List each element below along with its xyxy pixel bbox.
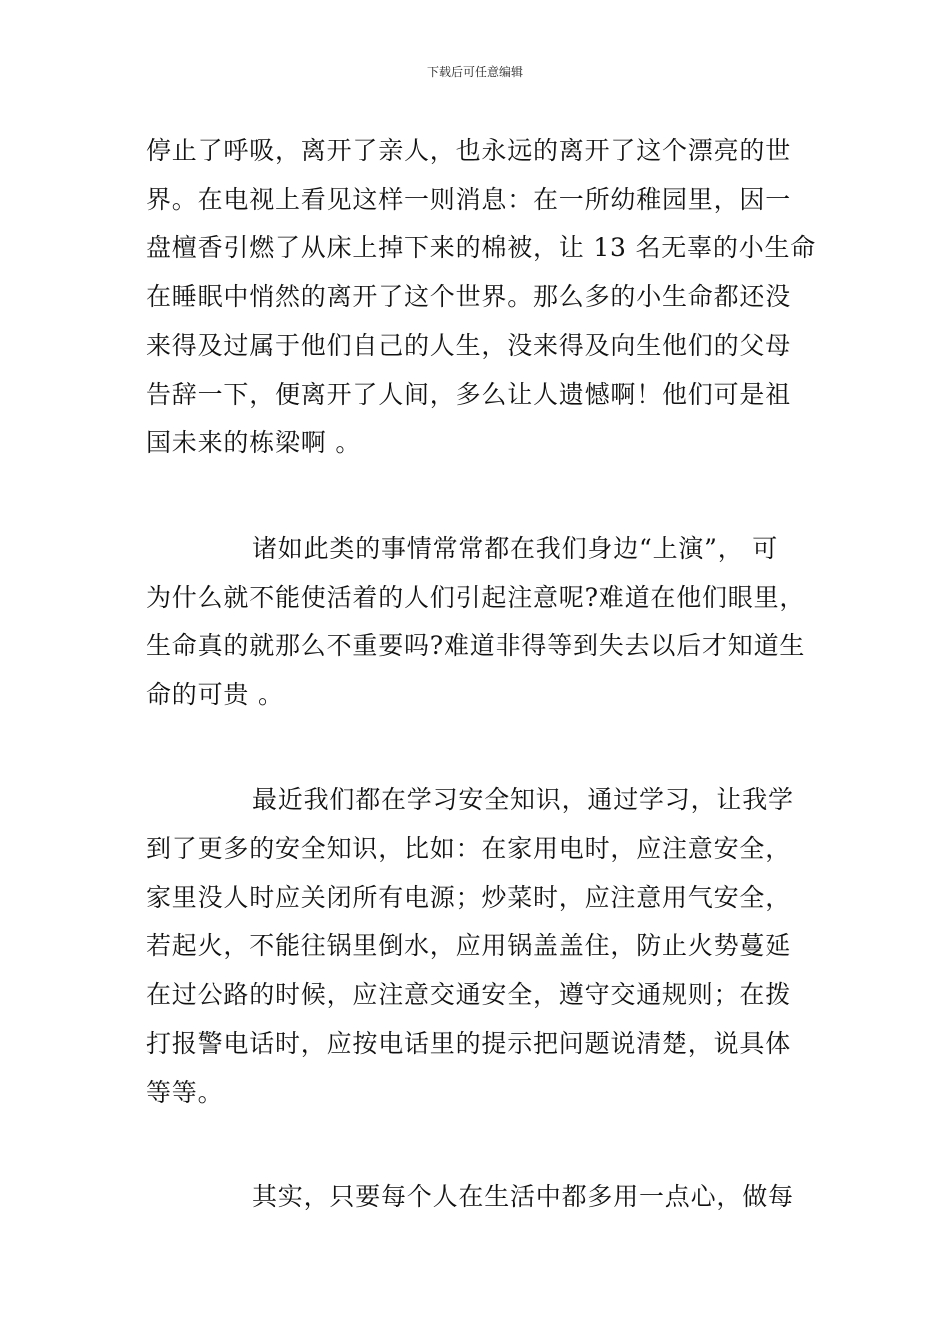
text-line: 盘檀香引燃了从床上掉下来的棉被，让 13 名无辜的小生命 (146, 233, 817, 262)
text-line: 打报警电话时，应按电话里的提示把问题说清楚，说具体 (146, 1029, 792, 1058)
text-line: 停止了呼吸，离开了亲人，也永远的离开了这个漂亮的世 (146, 136, 792, 165)
text-line: 界。在电视上看见这样一则消息：在一所幼稚园里，因一 (146, 185, 792, 214)
page-header: 下载后可任意编辑 (426, 65, 523, 79)
text-line: 在过公路的时候，应注意交通安全，遵守交通规则；在拨 (146, 980, 792, 1009)
text-line: 在睡眠中悄然的离开了这个世界。那么多的小生命都还没 (146, 282, 792, 311)
text-line: 告辞一下，便离开了人间，多么让人遗憾啊！他们可是祖 (146, 380, 792, 409)
text-line: 国未来的栋梁啊 。 (146, 428, 362, 457)
text-line: 诸如此类的事情常常都在我们身边“上演”， 可 (252, 534, 779, 563)
text-line: 家里没人时应关闭所有电源；炒菜时，应注意用气安全， (146, 883, 792, 912)
text-line: 来得及过属于他们自己的人生，没来得及向生他们的父母 (146, 331, 792, 360)
text-line: 其实，只要每个人在生活中都多用一点心，做每 (252, 1182, 794, 1211)
text-line: 为什么就不能使活着的人们引起注意呢?难道在他们眼里， (146, 583, 806, 612)
text-line: 生命真的就那么不重要吗?难道非得等到失去以后才知道生 (146, 631, 806, 660)
text-line: 到了更多的安全知识，比如：在家用电时，应注意安全， (146, 834, 792, 863)
text-line: 命的可贵 。 (146, 680, 284, 709)
text-line: 等等。 (146, 1078, 224, 1107)
text-line: 最近我们都在学习安全知识，通过学习，让我学 (252, 785, 794, 814)
text-line: 若起火，不能往锅里倒水，应用锅盖盖住，防止火势蔓延 (146, 931, 792, 960)
